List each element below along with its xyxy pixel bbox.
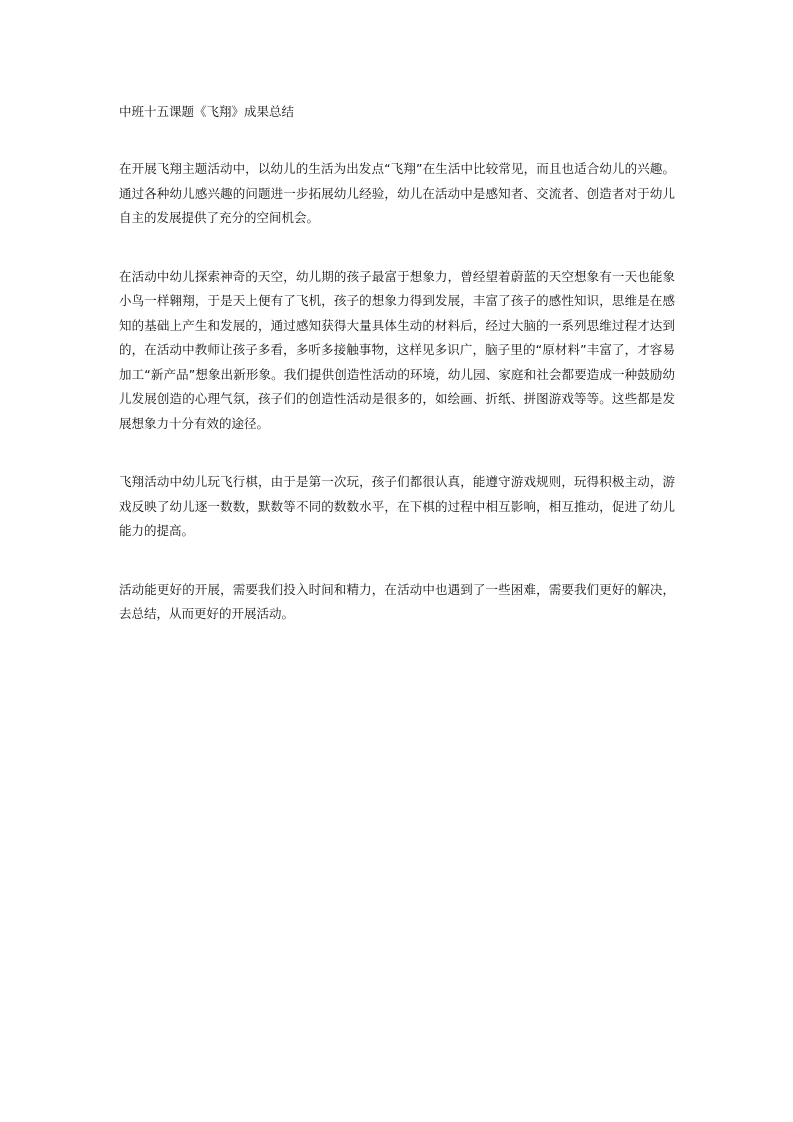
document-body [119,101,675,627]
document-title: 中班十五课题《飞翔》成果总结 [119,104,295,119]
paragraph-imagination: 在活动中幼儿探索神奇的天空，幼儿期的孩子最富于想象力，曾经望着蔚蓝的天空想象有一天也能象小鸟一样翱翔，于是天上便有了飞机，孩子的想象力得到发展，丰富了孩子的感性知识，思维是在感知的基础上产生和发展的，通过感知获得大量具体生动的材料后，经过大脑的一系列思维过程才达到的，在活动中教师让孩子多看，多听多接触事物，这样见多识广，脑子里的“原材料”丰富了，才容易加工“新产品”想象出新形象。我们提供创造性活动的环境，幼儿园、家庭和社会都要造成一种鼓励幼儿发展创造的心理气氛，孩子们的创造性活动是很多的，如绘画、折纸、拼图游戏等等。这些都是发展想象力十分有效的途径。 [119,268,675,431]
paragraph-intro: 在开展飞翔主题活动中，以幼儿的生活为出发点“飞翔”在生活中比较常见，而且也适合幼儿的兴趣。通过各种幼儿感兴趣的问题进一步拓展幼儿经验，幼儿在活动中是感知者、交流者、创造者对于幼儿自主的发展提供了充分的空间机会。 [119,161,675,225]
paragraph-flight-chess: 飞翔活动中幼儿玩飞行棋，由于是第一次玩，孩子们都很认真，能遵守游戏规则，玩得积极主动，游戏反映了幼儿逐一数数，默数等不同的数数水平，在下棋的过程中相互影响，相互推动，促进了幼儿能力的提高。 [119,474,675,538]
paragraph-conclusion: 活动能更好的开展，需要我们投入时间和精力，在活动中也遇到了一些困难，需要我们更好的解决，去总结，从而更好的开展活动。 [119,581,675,621]
